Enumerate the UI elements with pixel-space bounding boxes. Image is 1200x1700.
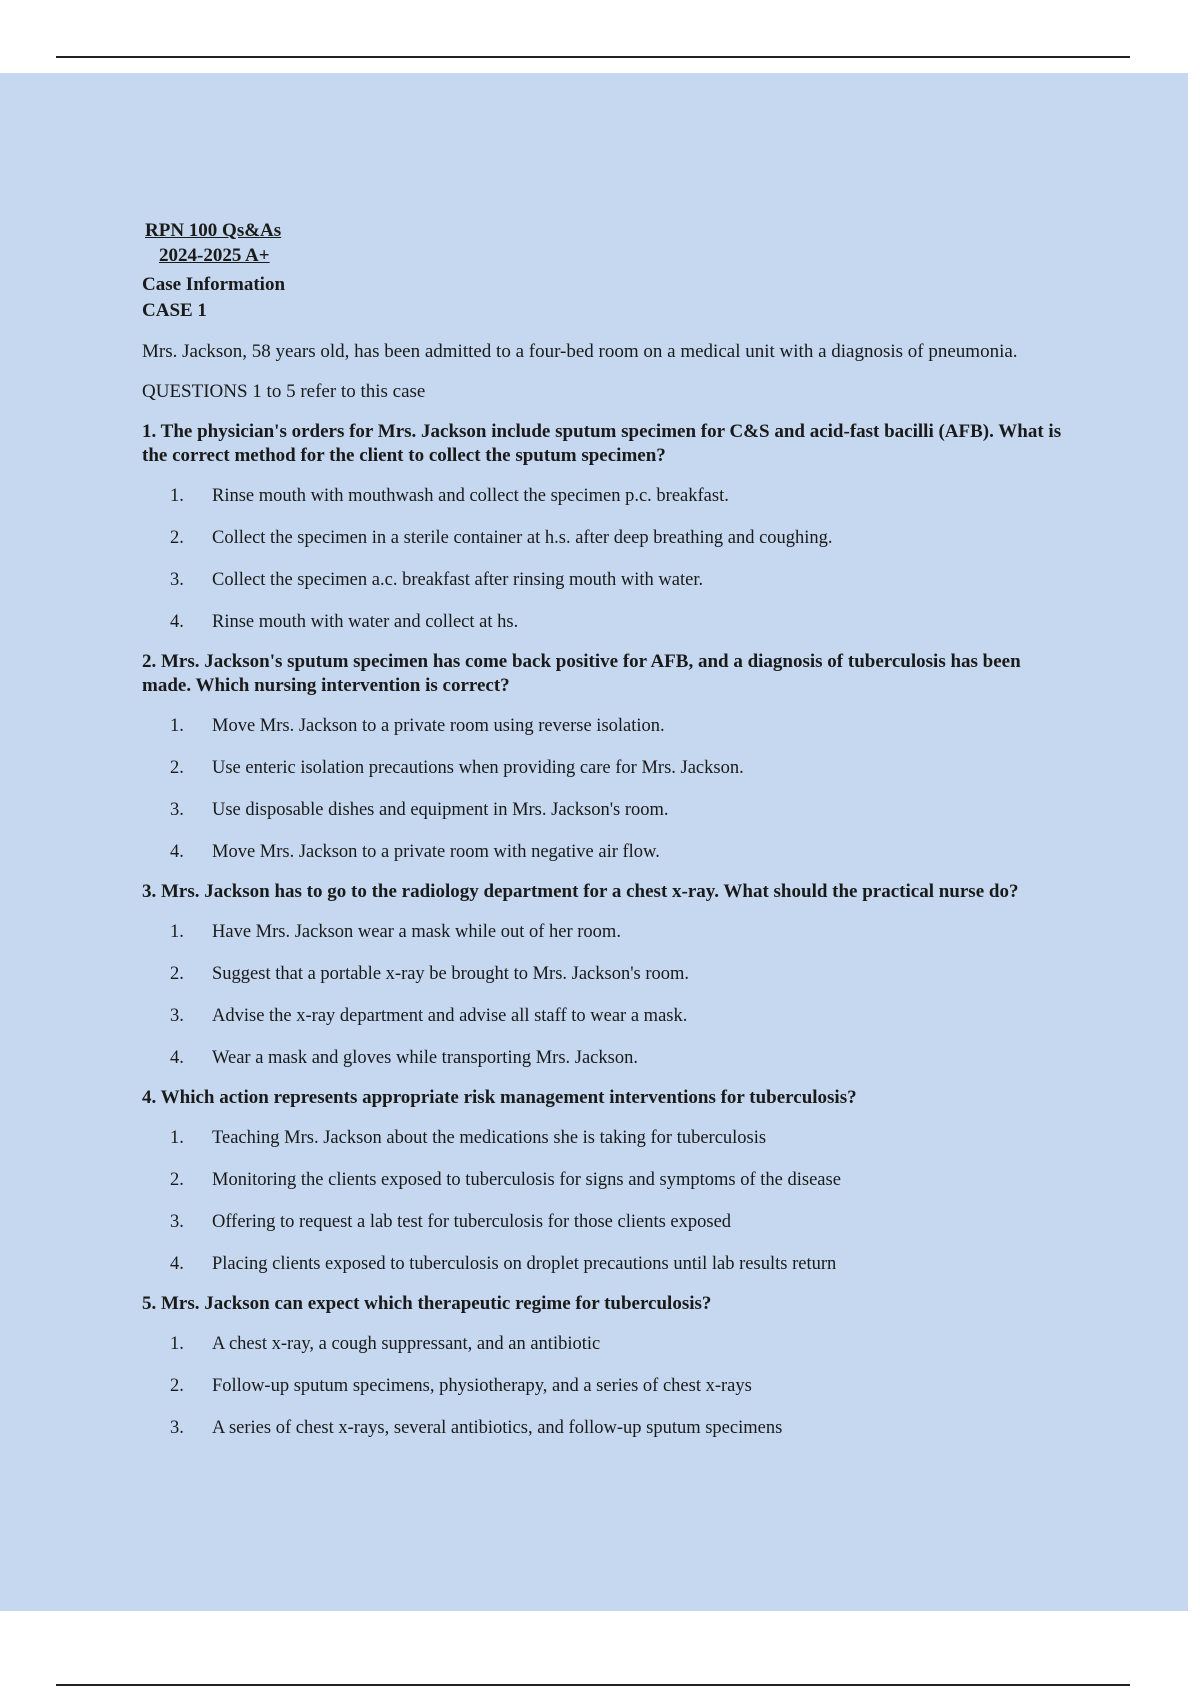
option-number: 4. (170, 842, 184, 862)
option-text: Placing clients exposed to tuberculosis on droplet precautions until lab results return (212, 1254, 837, 1274)
answer-option (142, 798, 1062, 822)
option-text: Have Mrs. Jackson wear a mask while out of her room. (212, 922, 621, 942)
answer-option (142, 1416, 1062, 1440)
option-text: Move Mrs. Jackson to a private room with negative air flow. (212, 842, 660, 862)
question-block (142, 1292, 1062, 1440)
answer-options (142, 920, 1062, 1070)
option-number: 4. (170, 612, 184, 632)
answer-option (142, 1210, 1062, 1234)
question-block (142, 650, 1062, 864)
answer-option (142, 1252, 1062, 1276)
option-text: A chest x-ray, a cough suppressant, and an antibiotic (212, 1334, 601, 1354)
option-text: Use enteric isolation precautions when providing care for Mrs. Jackson. (212, 758, 744, 778)
option-number: 1. (170, 922, 184, 942)
answer-option (142, 714, 1062, 738)
answer-option (142, 1046, 1062, 1070)
answer-option (142, 756, 1062, 780)
option-text: Move Mrs. Jackson to a private room using reverse isolation. (212, 716, 665, 736)
question-text: 5. Mrs. Jackson can expect which therapeutic regime for tuberculosis? (142, 1293, 712, 1314)
option-text: Suggest that a portable x-ray be brought to Mrs. Jackson's room. (212, 964, 690, 984)
option-number: 2. (170, 758, 184, 778)
answer-option (142, 1332, 1062, 1356)
question-text: 3. Mrs. Jackson has to go to the radiology department for a chest x-ray. What should the practical nurse do? (142, 881, 1019, 902)
questions-note: QUESTIONS 1 to 5 refer to this case (142, 381, 426, 402)
option-text: Teaching Mrs. Jackson about the medications she is taking for tuberculosis (212, 1128, 767, 1148)
question-list (142, 420, 1062, 1440)
option-number: 2. (170, 1170, 184, 1190)
answer-options (142, 1126, 1062, 1276)
option-number: 2. (170, 964, 184, 984)
option-number: 1. (170, 716, 184, 736)
answer-option (142, 920, 1062, 944)
answer-option (142, 962, 1062, 986)
page-content (142, 218, 1062, 1440)
answer-options (142, 484, 1062, 634)
option-number: 3. (170, 1418, 184, 1438)
option-number: 3. (170, 800, 184, 820)
option-number: 4. (170, 1254, 184, 1274)
answer-option (142, 1126, 1062, 1150)
top-divider (56, 56, 1130, 58)
option-text: Rinse mouth with water and collect at hs. (212, 612, 519, 632)
option-text: Offering to request a lab test for tuberculosis for those clients exposed (212, 1212, 732, 1232)
answer-option (142, 1004, 1062, 1028)
option-text: Advise the x-ray department and advise all staff to wear a mask. (212, 1006, 688, 1026)
document-page (0, 73, 1188, 1611)
option-number: 1. (170, 1334, 184, 1354)
answer-option (142, 526, 1062, 550)
answer-option (142, 840, 1062, 864)
option-text: Monitoring the clients exposed to tuberculosis for signs and symptoms of the disease (212, 1170, 841, 1190)
option-number: 1. (170, 1128, 184, 1148)
case-heading: CASE 1 (142, 300, 207, 321)
answer-options (142, 1332, 1062, 1440)
answer-option (142, 568, 1062, 592)
document-subtitle: 2024-2025 A+ (159, 245, 270, 266)
section-heading: Case Information (142, 274, 286, 295)
question-text: 2. Mrs. Jackson's sputum specimen has come back positive for AFB, and a diagnosis of tuberculosis has been made. Which nursing intervention is correct? (142, 651, 1021, 696)
answer-option (142, 610, 1062, 634)
answer-option (142, 484, 1062, 508)
question-text: 4. Which action represents appropriate risk management interventions for tuberculosis? (142, 1087, 857, 1108)
option-number: 3. (170, 1212, 184, 1232)
option-number: 3. (170, 1006, 184, 1026)
option-text: Follow-up sputum specimens, physiotherapy, and a series of chest x-rays (212, 1376, 752, 1396)
option-text: Use disposable dishes and equipment in Mrs. Jackson's room. (212, 800, 669, 820)
answer-option (142, 1374, 1062, 1398)
option-text: Collect the specimen in a sterile container at h.s. after deep breathing and coughing. (212, 528, 833, 548)
case-description: Mrs. Jackson, 58 years old, has been admitted to a four-bed room on a medical unit with a diagnosis of pneumonia. (142, 341, 1018, 362)
bottom-divider (56, 1684, 1130, 1686)
answer-option (142, 1168, 1062, 1192)
option-number: 1. (170, 486, 184, 506)
question-block (142, 1086, 1062, 1276)
option-text: Collect the specimen a.c. breakfast after rinsing mouth with water. (212, 570, 704, 590)
option-number: 2. (170, 1376, 184, 1396)
option-text: A series of chest x-rays, several antibiotics, and follow-up sputum specimens (212, 1418, 783, 1438)
answer-options (142, 714, 1062, 864)
option-number: 4. (170, 1048, 184, 1068)
option-text: Rinse mouth with mouthwash and collect the specimen p.c. breakfast. (212, 486, 729, 506)
question-block (142, 880, 1062, 1070)
document-title: RPN 100 Qs&As (145, 220, 282, 241)
title-block (145, 218, 1062, 268)
option-text: Wear a mask and gloves while transporting Mrs. Jackson. (212, 1048, 638, 1068)
question-text: 1. The physician's orders for Mrs. Jackson include sputum specimen for C&S and acid-fast bacilli (AFB). What is the correct method for the client to collect the sputum specimen? (142, 421, 1062, 466)
option-number: 2. (170, 528, 184, 548)
question-block (142, 420, 1062, 634)
option-number: 3. (170, 570, 184, 590)
